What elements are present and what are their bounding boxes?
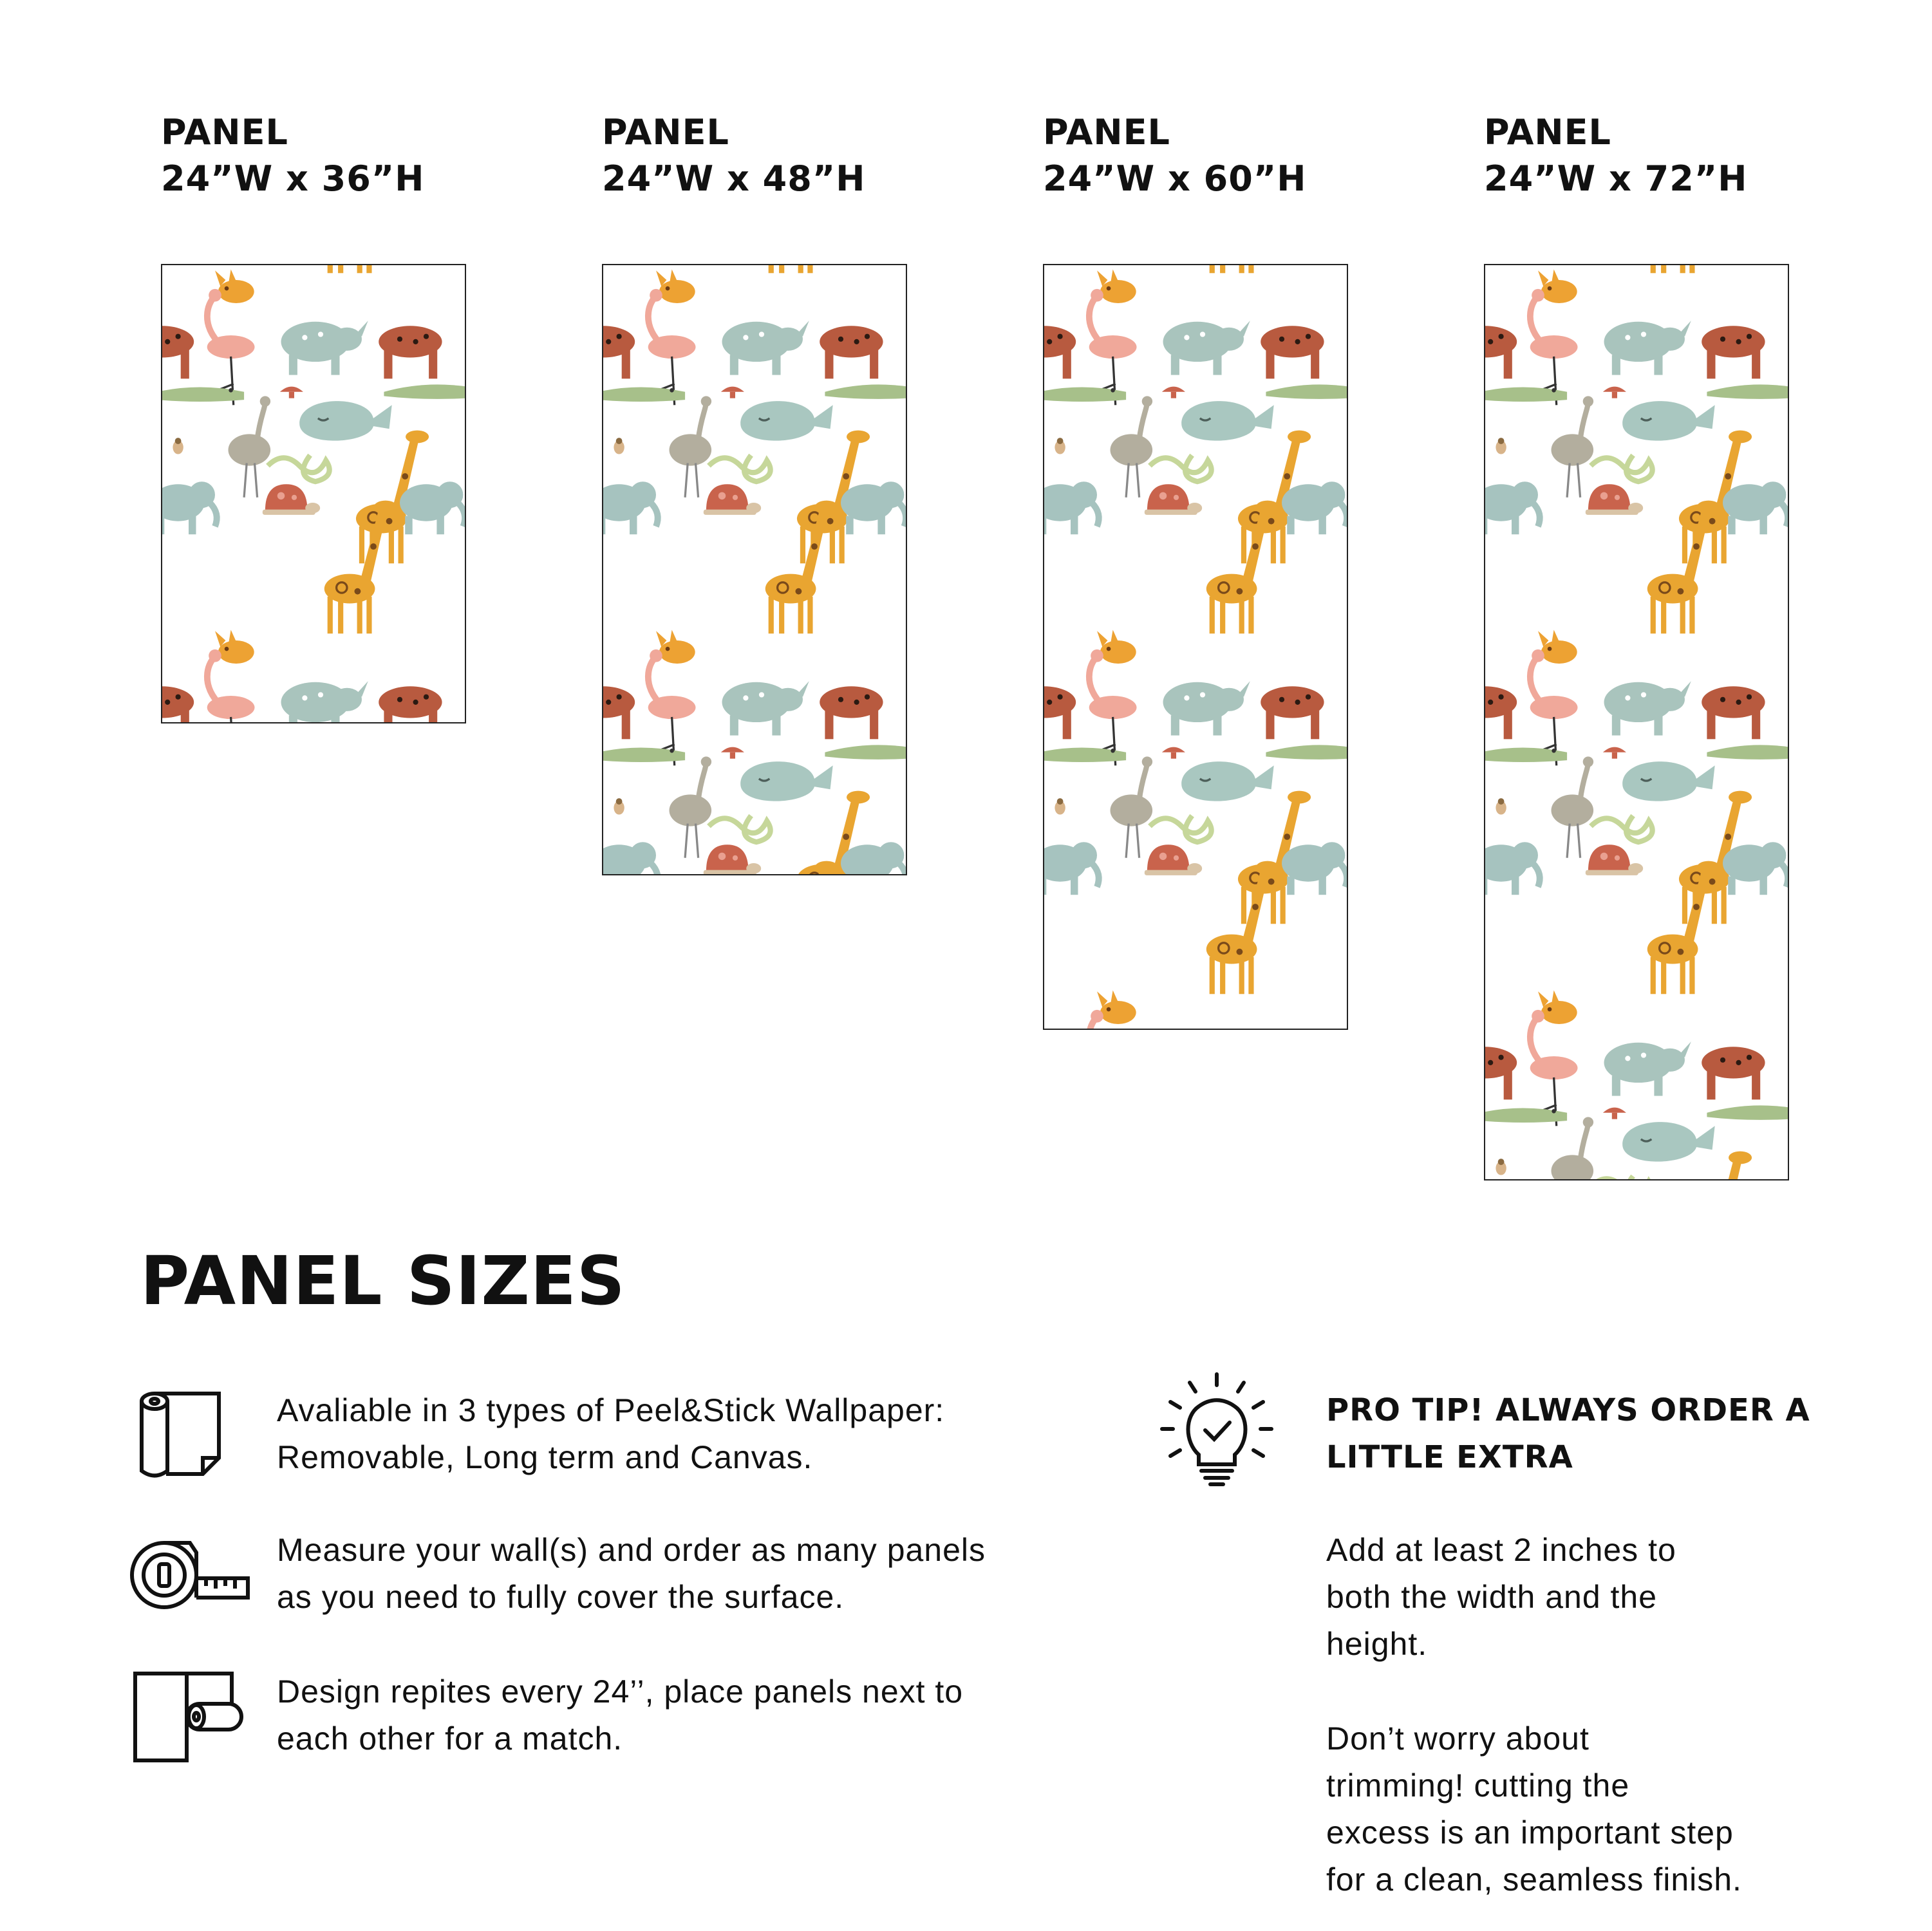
text-line: Add at least 2 inches to	[1326, 1532, 1676, 1568]
panel-size: 24”W x 48”H	[602, 158, 866, 199]
section-title: PANEL SIZES	[140, 1242, 626, 1320]
text-line: Measure your wall(s) and order as many panels	[277, 1532, 986, 1568]
text-line: for a clean, seamless finish.	[1326, 1861, 1742, 1898]
tip-paragraph-2	[1326, 1715, 1893, 1903]
text-line: excess is an important step	[1326, 1814, 1734, 1851]
feature-repeat	[129, 1668, 1133, 1771]
text-line: Design repites every 24’’, place panels next to	[277, 1674, 964, 1710]
panel-roll-icon	[129, 1668, 245, 1771]
panel-size: 24”W x 60”H	[1043, 158, 1307, 199]
panel-60	[1043, 109, 1352, 202]
text-line: Removable, Long term and Canvas.	[277, 1439, 813, 1475]
panel-72	[1484, 109, 1793, 202]
tip-title	[1326, 1387, 1906, 1481]
text-line: height.	[1326, 1626, 1428, 1662]
text-line: both the width and the	[1326, 1579, 1658, 1615]
tip-paragraph-1	[1326, 1527, 1893, 1668]
panel-label: PANEL	[161, 112, 288, 153]
feature-measure	[129, 1527, 1133, 1630]
title-line: LITTLE EXTRA	[1326, 1439, 1573, 1475]
feature-text	[277, 1387, 1114, 1481]
panel-36	[161, 109, 470, 202]
panel-size: 24”W x 36”H	[161, 158, 425, 199]
panel-label: PANEL	[1484, 112, 1611, 153]
text-line: Don’t worry about	[1326, 1721, 1590, 1757]
panel-preview	[602, 264, 907, 875]
panel-size: 24”W x 72”H	[1484, 158, 1748, 199]
title-line: PRO TIP! ALWAYS ORDER A	[1326, 1392, 1810, 1428]
feature-text	[277, 1527, 1114, 1621]
feature-text	[277, 1668, 1114, 1762]
wallpaper-roll-icon	[129, 1387, 245, 1490]
text-line: trimming! cutting the	[1326, 1768, 1630, 1804]
text-line: each other for a match.	[277, 1721, 623, 1757]
lightbulb-check-icon	[1159, 1371, 1275, 1487]
panel-preview	[1484, 264, 1789, 1180]
feature-wallpaper-types	[129, 1387, 1133, 1490]
panel-label: PANEL	[602, 112, 729, 153]
panel-label: PANEL	[1043, 112, 1170, 153]
panel-preview	[161, 264, 466, 723]
text-line: Avaliable in 3 types of Peel&Stick Wallpaper:	[277, 1392, 945, 1428]
tape-measure-icon	[129, 1527, 245, 1630]
text-line: as you need to fully cover the surface.	[277, 1579, 845, 1615]
panel-preview	[1043, 264, 1348, 1030]
panel-48	[602, 109, 911, 202]
